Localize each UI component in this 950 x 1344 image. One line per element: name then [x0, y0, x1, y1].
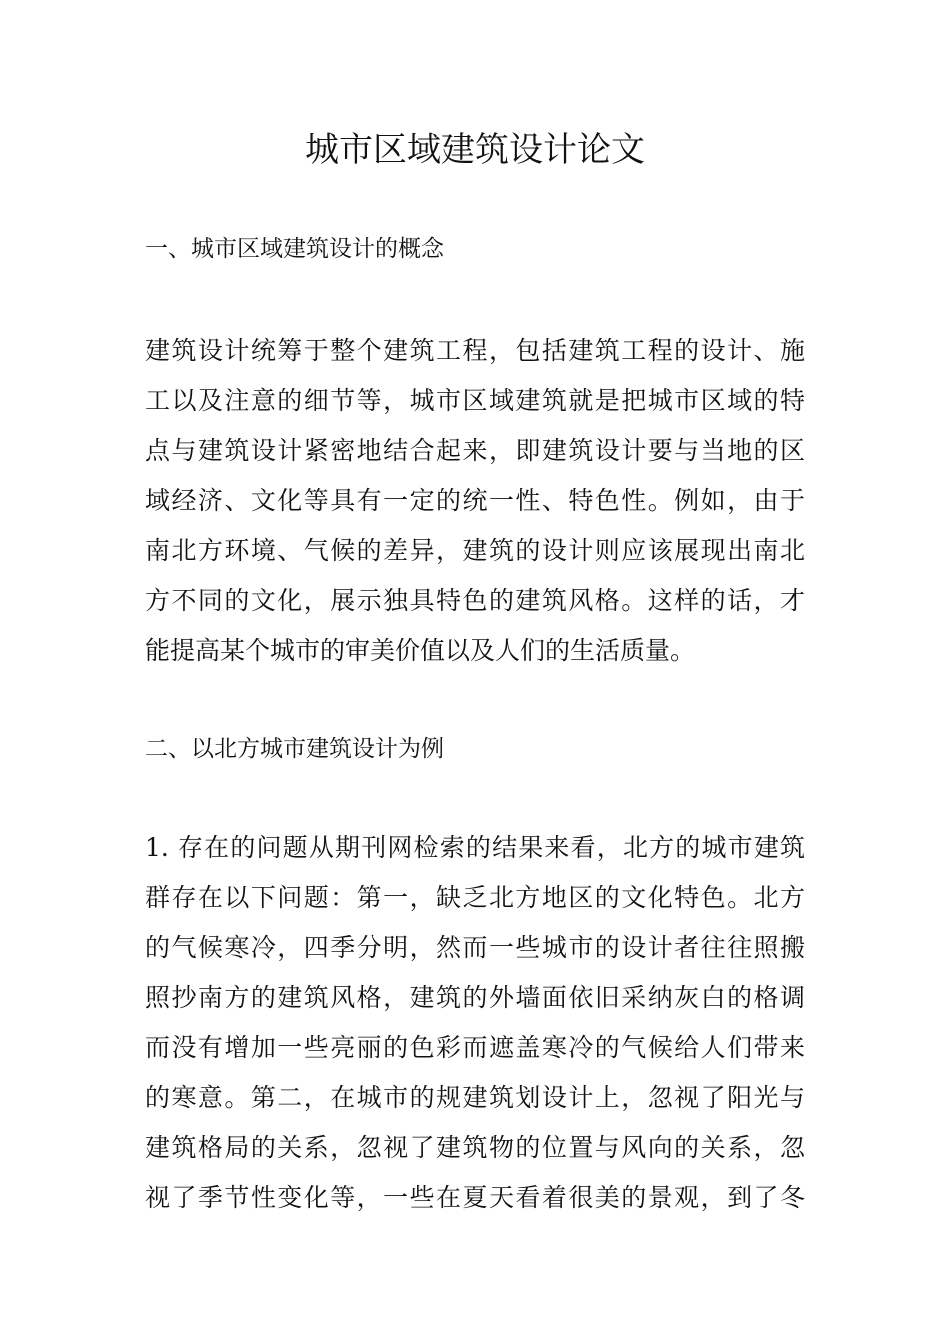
paragraph-line: 点与建筑设计紧密地结合起来，即建筑设计要与当地的区: [145, 436, 805, 465]
paragraph-line: 视了季节性变化等，一些在夏天看着很美的景观，到了冬: [145, 1183, 805, 1212]
paragraph-line: 南北方环境、气候的差异，建筑的设计则应该展现出南北: [145, 536, 805, 565]
paragraph-line: 方不同的文化，展示独具特色的建筑风格。这样的话，才: [145, 586, 805, 615]
paragraph-line: 的寒意。第二，在城市的规建筑划设计上，忽视了阳光与: [145, 1083, 805, 1112]
paragraph-line: 建筑格局的关系，忽视了建筑物的位置与风向的关系，忽: [145, 1133, 805, 1162]
paragraph-line: 1. 存在的问题从期刊网检索的结果来看，北方的城市建筑: [145, 833, 805, 862]
paragraph-line: 而没有增加一些亮丽的色彩而遮盖寒冷的气候给人们带来: [145, 1033, 805, 1062]
paragraph-line: 群存在以下问题：第一，缺乏北方地区的文化特色。北方: [145, 883, 805, 912]
paragraph-line: 的气候寒冷，四季分明，然而一些城市的设计者往往照搬: [145, 933, 805, 962]
paragraph-line: 照抄南方的建筑风格，建筑的外墙面依旧采纳灰白的格调: [145, 983, 805, 1012]
paragraph-line: 域经济、文化等具有一定的统一性、特色性。例如，由于: [145, 486, 805, 515]
section-heading-2: 二、以北方城市建筑设计为例: [145, 736, 444, 762]
section-heading-1: 一、城市区域建筑设计的概念: [145, 236, 444, 262]
section-paragraph-1: [145, 326, 805, 676]
paragraph-line: 能提高某个城市的审美价值以及人们的生活质量。: [145, 636, 696, 665]
paragraph-line: 建筑设计统筹于整个建筑工程，包括建筑工程的设计、施: [145, 336, 805, 365]
paragraph-line: 工以及注意的细节等，城市区域建筑就是把城市区域的特: [145, 386, 805, 415]
section-paragraph-2: [145, 823, 805, 1223]
page-title: 城市区域建筑设计论文: [305, 130, 645, 170]
